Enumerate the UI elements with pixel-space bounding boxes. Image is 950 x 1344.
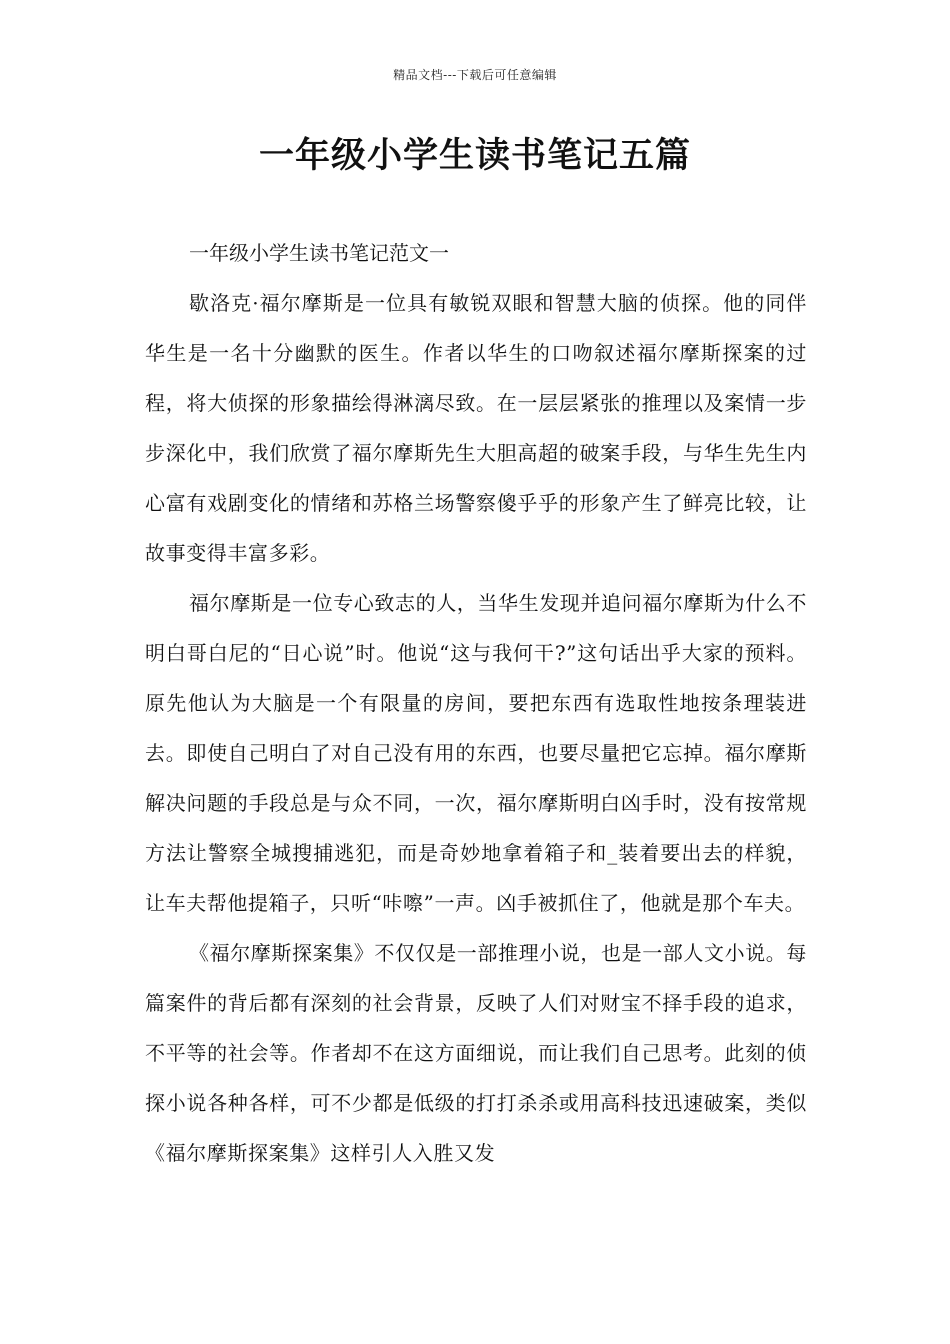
- paragraph: 歇洛克·福尔摩斯是一位具有敏锐双眼和智慧大脑的侦探。他的同伴华生是一名十分幽默的医生。作者以华生的口吻叙述福尔摩斯探案的过程，将大侦探的形象描绘得淋漓尽致。在一层层紧张的推理以及案情一步步深化中，我们欣赏了福尔摩斯先生大胆高超的破案手段，与华生先生内心富有戏剧变化的情绪和苏格兰场警察傻乎乎的形象产生了鲜亮比较，让故事变得丰富多彩。: [145, 291, 807, 565]
- paragraph: 福尔摩斯是一位专心致志的人，当华生发现并追问福尔摩斯为什么不明白哥白尼的“日心说”时。他说“这与我何干?”这句话出乎大家的预料。原先他认为大脑是一个有限量的房间，要把东西有选取性地按条理装进去。即使自己明白了对自己没有用的东西，也要尽量把它忘掉。福尔摩斯解决问题的手段总是与众不同，一次，福尔摩斯明白凶手时，没有按常规方法让警察全城搜捕逃犯，而是奇妙地拿着箱子和_装着要出去的样貌，让车夫帮他提箱子，只听“咔嚓”一声。凶手被抓住了，他就是那个车夫。: [145, 591, 807, 915]
- document-body: [145, 228, 807, 1178]
- page-title: 一年级小学生读书笔记五篇: [258, 135, 691, 176]
- section-heading: 一年级小学生读书笔记范文一: [189, 241, 449, 265]
- header-note: 精品文档---下载后可任意编辑: [393, 68, 557, 82]
- paragraph: 《福尔摩斯探案集》不仅仅是一部推理小说，也是一部人文小说。每篇案件的背后都有深刻的社会背景，反映了人们对财宝不择手段的追求，不平等的社会等。作者却不在这方面细说，而让我们自己思考。此刻的侦探小说各种各样，可不少都是低级的打打杀杀或用高科技迅速破案，类似《福尔摩斯探案集》这样引人入胜又发: [145, 941, 807, 1165]
